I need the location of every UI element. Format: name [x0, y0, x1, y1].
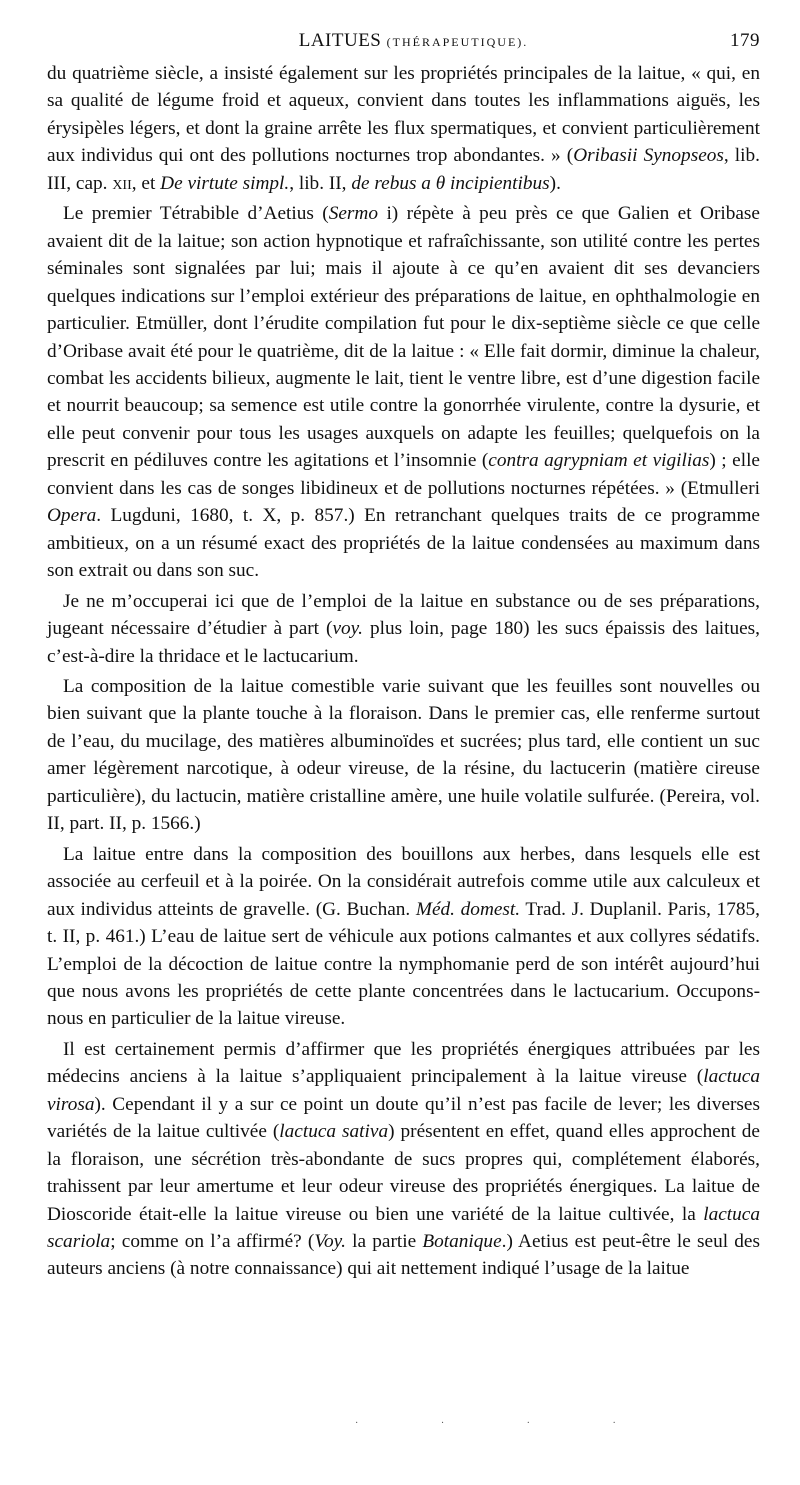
text-run: xii: [112, 172, 132, 194]
paragraph: [47, 673, 760, 838]
text-run: Le premier Tétrabible d’Aetius (: [63, 203, 329, 225]
text-run: plus loin, page 180) les sucs épaissis des laitues, c’est-à-dire la thridace et le lactucarium.: [47, 618, 760, 667]
text-run: ). Cependant il y a sur ce point un doute qu’il n’est pas facile de lever; les diverses variétés de la laitue cultivée (: [47, 1093, 760, 1143]
text-run: Je ne m’occuperai ici que de l’emploi de la laitue en substance ou de ses préparations, jugeant nécessaire d’étudier à part (: [47, 590, 760, 640]
text-run: . Lugduni, 1680, t. X, p. 857.) En retranchant quelques traits de ce programme ambitieux, on a un résumé exact des propriétés de la laitue condensées au maximum dans son extrait ou dans son suc.: [47, 505, 760, 582]
paragraph: [47, 841, 760, 1033]
italic-text: lactuca sativa: [279, 1121, 389, 1143]
text-run: la partie: [345, 1231, 423, 1253]
paragraph: [47, 60, 760, 197]
running-head: [47, 30, 760, 60]
text-run: ) ; elle convient dans les cas de songes libidineux et de pollutions nocturnes répétées. » (Etmulleri: [47, 450, 760, 499]
text-run: i) répète à peu près ce que Galien et Oribase avaient dit de la laitue; son action hypnotique et rafraîchissante, son utilité contre les pertes séminales sont signalées par lui; mais il ajoute à ce qu’en avaient dit ses devanciers quelques indications sur l’emploi extérieur des préparations de laitue, en ophthalmologie en particulier. Etmüller, dont l’érudite compilation fut pour le dix-septième siècle ce que celle d’Oribase avait été pour le quatrième, dit de la laitue : « Elle fait dormir, diminue la chaleur, combat les accidents bilieux, augmente le lait, tient le ventre libre, est d’une digestion facile et nourrit beaucoup; sa semence est utile contre la gonorrhée virulente, contre la dysurie, et elle peut convenir pour tous les usages auxquels on adapte les feuilles; quelquefois on la prescrit en pédiluves contre les agitations et l’insomnie (: [47, 203, 760, 472]
text-run: , lib. II,: [289, 172, 352, 194]
page-number: 179: [730, 30, 760, 51]
paragraph: [47, 588, 760, 670]
body-text: [47, 60, 760, 1283]
text-run: .) Aetius est peut-être le seul des auteurs anciens (à notre connaissance) qui ait nettement indiqué l’usage de la laitue: [47, 1231, 760, 1280]
text-run: Trad. J. Duplanil. Paris, 1785, t. II, p. 461.) L’eau de laitue sert de véhicule aux potions calmantes et aux collyres sédatifs. L’emploi de la décoction de laitue contre la nymphomanie perd de son intérêt aujourd’hui que nous avons les propriétés de cette plante concentrées dans le lactucarium. Occupons-nous en particulier de la laitue vireuse.: [47, 898, 760, 1030]
italic-text: de rebus a θ incipientibus: [351, 172, 550, 194]
text-run: ).: [549, 172, 561, 194]
running-head-subtitle: (THÉRAPEUTIQUE).: [386, 35, 529, 49]
italic-text: Sermo: [328, 203, 379, 225]
text-run: , et: [131, 172, 161, 194]
italic-text: contra agrypniam et vigilias: [488, 450, 710, 472]
italic-text: lactuca virosa: [47, 1066, 760, 1115]
text-run: du quatrième siècle, a insisté également sur les propriétés principales de la laitue, « qui, en sa qualité de légume froid et aqueux, convient dans toutes les inflammations aiguës, les érysipèles légers, et dont la graine arrête les flux spermatiques, et convient particulièrement aux individus qui ont des pollutions nocturnes trop abondantes. » (: [47, 63, 760, 167]
italic-text: voy.: [332, 618, 363, 640]
italic-text: Oribasii Synopseos: [573, 145, 724, 167]
paragraph: [47, 200, 760, 584]
text-run: Il est certainement permis d’affirmer que les propriétés énergiques attribuées par les médecins anciens à la laitue s’appliquaient principalement à la laitue vireuse (: [47, 1038, 760, 1088]
running-head-title-text: LAITUES: [298, 30, 382, 51]
book-page: [47, 30, 760, 1283]
running-head-title: [299, 30, 529, 52]
text-run: , lib. III, cap.: [47, 145, 760, 194]
paragraph: [47, 1036, 760, 1283]
italic-text: De virtute simpl.: [160, 172, 290, 194]
italic-text: lactuca scariola: [47, 1203, 760, 1253]
italic-text: Méd. domest.: [415, 898, 521, 920]
text-run: ; comme on l’a affirmé? (: [110, 1231, 315, 1253]
text-run: La composition de la laitue comestible varie suivant que les feuilles sont nouvelles ou bien suivant que la plante touche à la floraison. Dans le premier cas, elle renferme surtout de l’eau, du mucilage, des matières albuminoïdes et sucrées; plus tard, elle contient un suc amer légèrement narcotique, à odeur vireuse, de la résine, du lactucerin (matière cireuse particulière), du lactucin, matière cristalline amère, une huile volatile sulfurée. (Pereira, vol. II, part. II, p. 1566.): [47, 675, 760, 835]
italic-text: Voy.: [314, 1231, 346, 1253]
decorative-dots: · · · ·: [355, 1418, 656, 1429]
text-run: ) présentent en effet, quand elles approchent de la floraison, une sécrétion très-abondante de sucs propres qui, complétement élaborés, trahissent par leur amertume et leur odeur vireuse des propriétés énergiques. La laitue de Dioscoride était-elle la laitue vireuse ou bien une variété de la laitue cultivée, la: [47, 1121, 760, 1225]
italic-text: Opera: [47, 505, 97, 527]
text-run: La laitue entre dans la composition des bouillons aux herbes, dans lesquels elle est associée au cerfeuil et à la poirée. On la considérait autrefois comme utile aux calculeux et aux individus atteints de gravelle. (G. Buchan.: [47, 843, 760, 920]
italic-text: Botanique: [422, 1231, 502, 1253]
